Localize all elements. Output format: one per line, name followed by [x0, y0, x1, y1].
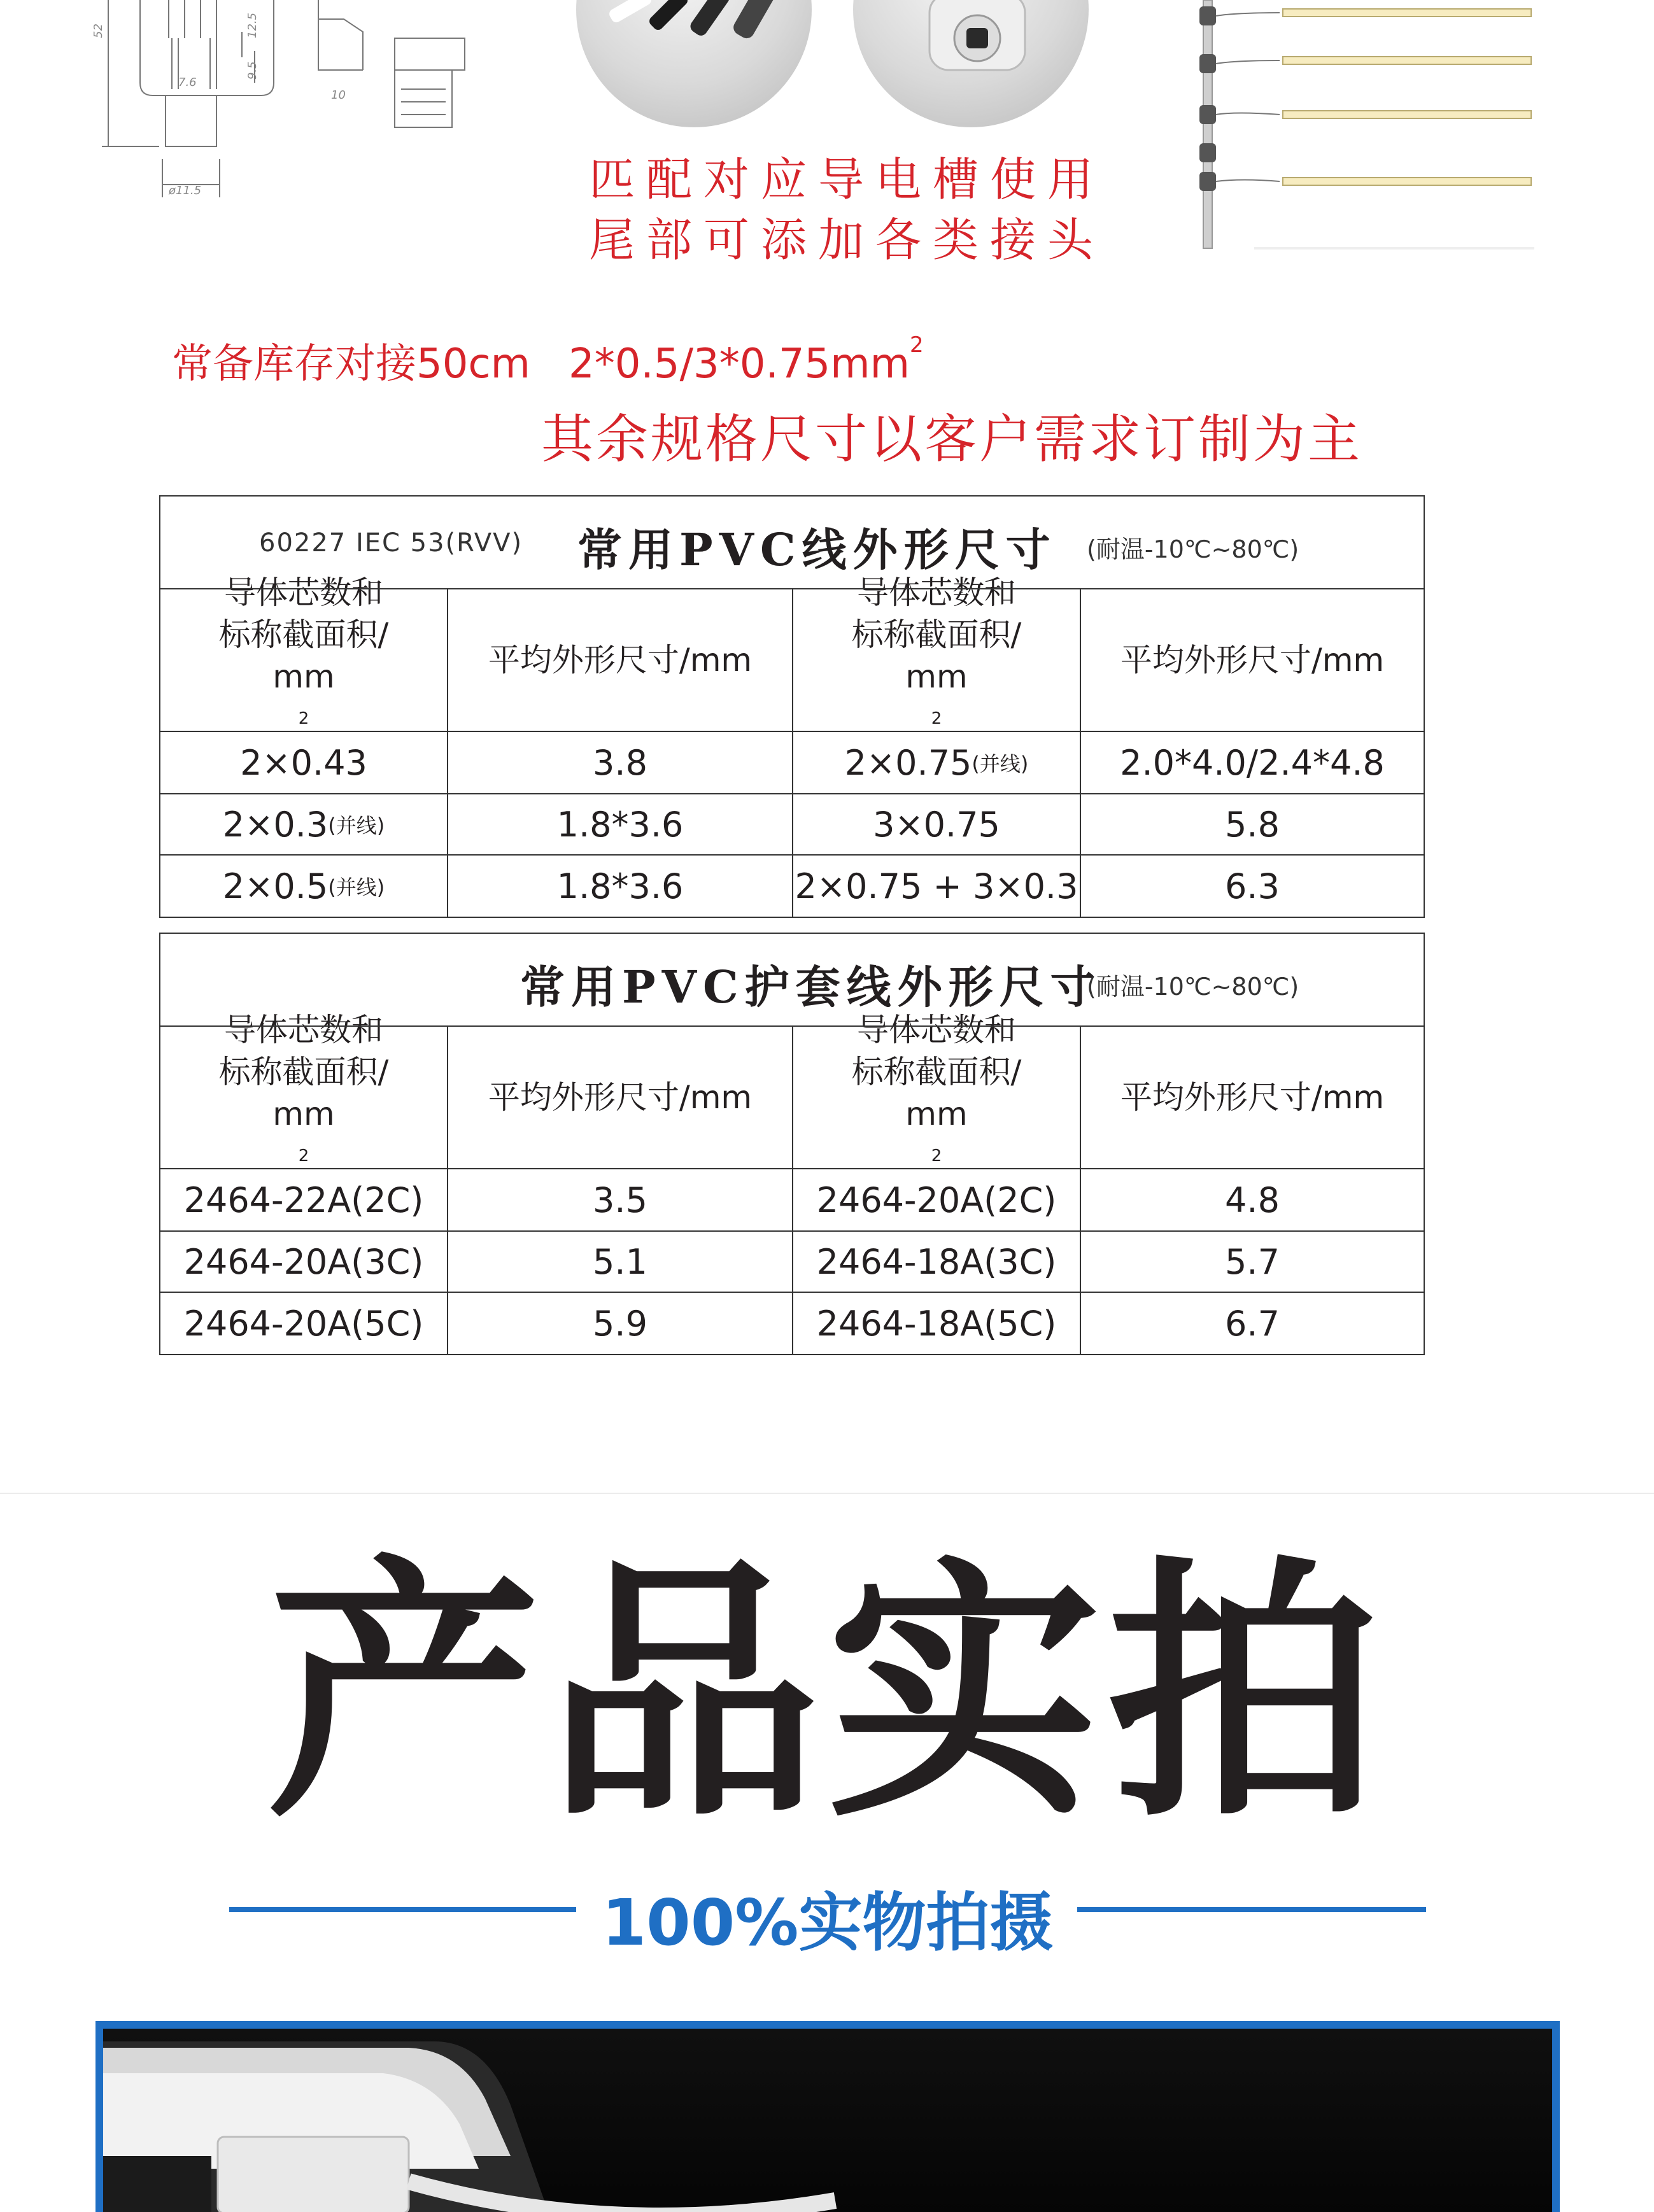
table-cell: 2×0.75 (并线): [793, 732, 1081, 793]
column-header: 导体芯数和 标称截面积/ mm $^2$: [793, 589, 1081, 731]
table-cell: 6.7: [1225, 1303, 1280, 1344]
column-header: 导体芯数和 标称截面积/ mm $^2$: [160, 1027, 448, 1168]
pvc-sheathed-wire-table: [159, 933, 1425, 1355]
table-cell: 2464-18A(5C): [793, 1293, 1081, 1354]
section-divider: [0, 1493, 1654, 1494]
column-header: 导体芯数和 标称截面积/ mm $^2$: [160, 589, 448, 731]
table-row: [160, 732, 1424, 794]
table-row: [160, 794, 1424, 856]
table-cell: 3×0.75: [793, 794, 1081, 854]
table-cell: 2×0.3 (并线): [160, 794, 448, 854]
stock-spec-sup: 2: [909, 332, 924, 358]
table-cell: 3.8: [448, 732, 793, 793]
table-cell: 2.0*4.0/2.4*4.8: [1120, 742, 1385, 783]
connector-technical-drawing: [89, 0, 471, 210]
white-connector-illustration: [853, 0, 1089, 127]
table-cell: 5.9: [448, 1293, 793, 1354]
pvc-wire-table-title: 常用PVC线外形尺寸: [577, 523, 1057, 576]
rail-closeup-illustration: [103, 2029, 1552, 2212]
table-cell: 2464-22A(2C): [160, 1169, 448, 1230]
table-cell: 1.8*3.6: [448, 856, 793, 917]
column-header-row: [160, 574, 1424, 732]
stock-info: [172, 331, 924, 390]
table-row: [160, 856, 1424, 917]
column-header-row: [160, 1011, 1424, 1169]
section-subtitle: 100%实物拍摄: [602, 1885, 1054, 1960]
table-row: [160, 1293, 1424, 1354]
table-cell: 2464-20A(5C): [160, 1293, 448, 1354]
table-cell: 4.8: [1225, 1180, 1280, 1220]
temperature-range: (耐温-10℃~80℃): [1087, 973, 1299, 1001]
table-cell: 3.5: [448, 1169, 793, 1230]
table-cell: 2464-18A(3C): [793, 1232, 1081, 1292]
pvc-sheathed-table-header: [160, 934, 1424, 1027]
table-cell: 5.8: [1225, 804, 1280, 845]
connector-photo: [853, 0, 1089, 127]
rail-profiles-illustration: [576, 0, 812, 127]
pvc-sheathed-table-title: 常用PVC护套线外形尺寸: [520, 961, 1101, 1013]
dim-12-5: 12.5: [246, 12, 259, 38]
subtitle-rule-left: [229, 1907, 576, 1912]
column-header: 平均外形尺寸/mm: [448, 1027, 793, 1168]
stock-spec: 2*0.5/3*0.75mm: [568, 341, 910, 388]
led-strip-diagram: [1171, 0, 1541, 255]
table-cell: 2×0.43: [160, 732, 448, 793]
dim-9-5: 9.5: [246, 61, 259, 80]
dim-52: 52: [92, 24, 105, 38]
table-cell: 2×0.5 (并线): [160, 856, 448, 917]
dim-10: 10: [331, 88, 346, 102]
table-cell: 5.7: [1225, 1241, 1280, 1282]
dim-11-5: ø11.5: [169, 184, 202, 197]
table-cell: 2464-20A(3C): [160, 1232, 448, 1292]
dim-7-6: 7.6: [178, 76, 197, 89]
temperature-range: (耐温-10℃~80℃): [1087, 535, 1299, 563]
table-row: [160, 1232, 1424, 1293]
product-photo: [95, 2021, 1560, 2212]
standard-label: 60227 IEC 53(RVV): [259, 528, 523, 558]
table-cell: 2464-20A(2C): [793, 1169, 1081, 1230]
custom-order-note: 其余规格尺寸以客户需求订制为主: [541, 409, 1363, 470]
column-header: 平均外形尺寸/mm: [1120, 1079, 1385, 1116]
column-header: 平均外形尺寸/mm: [1120, 642, 1385, 679]
column-header: 平均外形尺寸/mm: [448, 589, 793, 731]
caption-line-2: 尾部可添加各类接头: [588, 213, 1105, 267]
table-cell: 1.8*3.6: [448, 794, 793, 854]
section-title: 产品实拍: [267, 1532, 1387, 1854]
caption-line-1: 匹配对应导电槽使用: [588, 153, 1105, 206]
table-row: [160, 1169, 1424, 1232]
table-cell: 5.1: [448, 1232, 793, 1292]
stock-text: 常备库存对接50cm: [172, 341, 530, 388]
table-cell: 6.3: [1225, 866, 1280, 906]
subtitle-rule-right: [1077, 1907, 1426, 1912]
column-header: 导体芯数和 标称截面积/ mm $^2$: [793, 1027, 1081, 1168]
table-cell: 2×0.75 + 3×0.3: [793, 856, 1081, 917]
pvc-wire-table: [159, 495, 1425, 918]
track-rail-photo: [576, 0, 812, 127]
pvc-wire-table-header: [160, 497, 1424, 589]
